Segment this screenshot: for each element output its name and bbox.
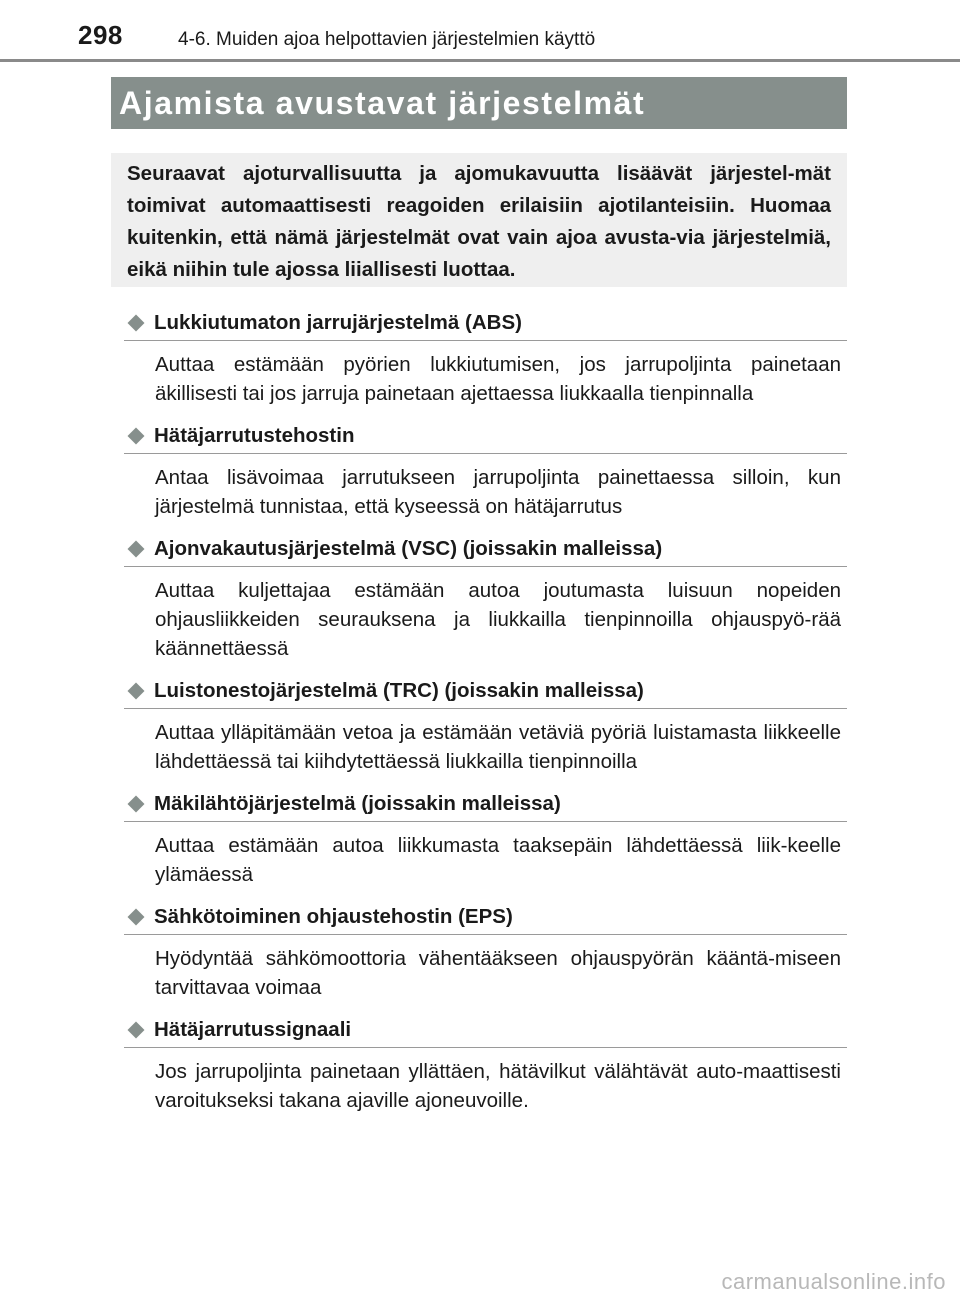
feature-description: Auttaa estämään pyörien lukkiutumisen, jos jarrupoljinta painetaan äkillisesti tai jos jarruja painetaan ajettaessa liukkaalla tienpinnalla bbox=[155, 353, 841, 405]
header-divider bbox=[0, 59, 960, 62]
feature-item bbox=[124, 306, 847, 408]
diamond-bullet-icon bbox=[128, 683, 145, 700]
feature-title: Hätäjarrutustehostin bbox=[154, 424, 355, 447]
intro-box bbox=[111, 153, 847, 287]
section-title: Ajamista avustavat järjestelmät bbox=[119, 85, 646, 121]
feature-heading bbox=[124, 419, 847, 454]
feature-title: Ajonvakautusjärjestelmä (VSC) (joissakin malleissa) bbox=[154, 537, 663, 560]
feature-title: Luistonestojärjestelmä (TRC) (joissakin malleissa) bbox=[154, 679, 644, 702]
page-header bbox=[0, 0, 960, 62]
feature-heading bbox=[124, 900, 847, 935]
feature-description: Auttaa ylläpitämään vetoa ja estämään vetäviä pyöriä luistamasta liikkeelle lähdettäessä tai kiihdytettäessä liukkailla tienpinnoilla bbox=[155, 721, 841, 773]
intro-text: Seuraavat ajoturvallisuutta ja ajomukavuutta lisäävät järjestel-mät toimivat automaattisesti reagoiden erilaisiin ajotilanteisiin. Huomaa kuitenkin, että nämä järjestelmät ovat vain ajoa avusta-via järjestelmiä, eikä niihin tule ajossa liiallisesti luottaa. bbox=[127, 162, 831, 281]
feature-heading bbox=[124, 1013, 847, 1048]
feature-description: Jos jarrupoljinta painetaan yllättäen, hätävilkut välähtävät auto-maattisesti varoitukseksi takana ajaville ajoneuvoille. bbox=[155, 1060, 841, 1112]
diamond-bullet-icon bbox=[128, 909, 145, 926]
feature-heading bbox=[124, 532, 847, 567]
feature-title: Lukkiutumaton jarrujärjestelmä (ABS) bbox=[154, 311, 522, 334]
feature-description: Antaa lisävoimaa jarrutukseen jarrupoljinta painettaessa silloin, kun järjestelmä tunnistaa, että kyseessä on hätäjarrutus bbox=[155, 466, 841, 518]
watermark: carmanualsonline.info bbox=[721, 1269, 946, 1294]
feature-item bbox=[124, 1013, 847, 1115]
feature-item bbox=[124, 787, 847, 889]
feature-title: Mäkilähtöjärjestelmä (joissakin malleissa) bbox=[154, 792, 561, 815]
feature-item bbox=[124, 674, 847, 776]
feature-heading bbox=[124, 674, 847, 709]
page-number: 298 bbox=[78, 20, 123, 50]
feature-description: Auttaa estämään autoa liikkumasta taaksepäin lähdettäessä liik-keelle ylämäessä bbox=[155, 834, 841, 886]
chapter-title: 4-6. Muiden ajoa helpottavien järjestelmien käyttö bbox=[178, 29, 596, 50]
feature-title: Sähkötoiminen ohjaustehostin (EPS) bbox=[154, 905, 513, 928]
feature-item bbox=[124, 900, 847, 1002]
diamond-bullet-icon bbox=[128, 315, 145, 332]
feature-description: Hyödyntää sähkömoottoria vähentääkseen ohjauspyörän kääntä-miseen tarvittavaa voimaa bbox=[155, 947, 841, 999]
feature-item bbox=[124, 419, 847, 521]
feature-list bbox=[124, 306, 847, 1126]
feature-heading bbox=[124, 306, 847, 341]
section-banner bbox=[111, 77, 847, 129]
feature-item bbox=[124, 532, 847, 663]
feature-heading bbox=[124, 787, 847, 822]
diamond-bullet-icon bbox=[128, 541, 145, 558]
diamond-bullet-icon bbox=[128, 1022, 145, 1039]
diamond-bullet-icon bbox=[128, 796, 145, 813]
feature-description: Auttaa kuljettajaa estämään autoa joutumasta luisuun nopeiden ohjausliikkeiden seurauksena ja liukkailla tienpinnoilla ohjauspyö-rää käännettäessä bbox=[155, 579, 841, 660]
diamond-bullet-icon bbox=[128, 428, 145, 445]
feature-title: Hätäjarrutussignaali bbox=[154, 1018, 352, 1041]
